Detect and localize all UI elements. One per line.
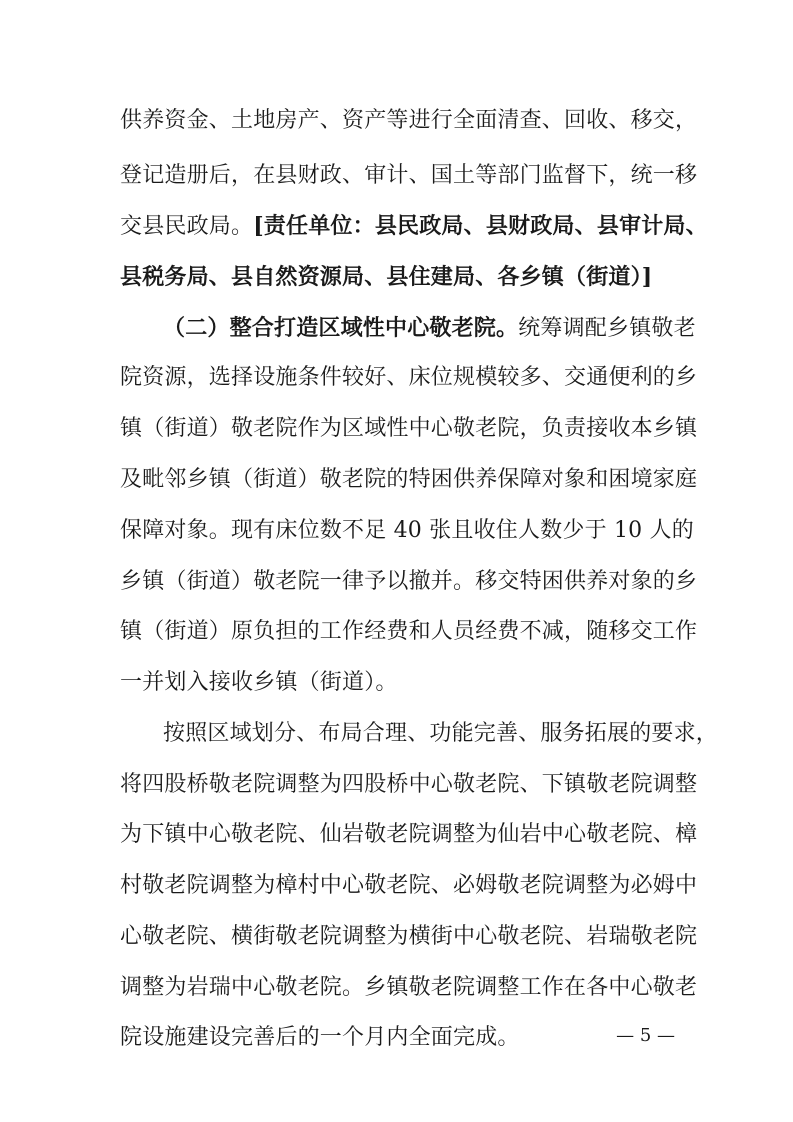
text: 乡镇（街道）敬老院一律予以撤并。移交特困供养对象的乡 (120, 569, 698, 594)
paragraph-2-line-6 (120, 567, 698, 597)
paragraph-2-line-8 (120, 668, 680, 698)
text: 心敬老院、横街敬老院调整为横街中心敬老院、岩瑞敬老院 (120, 924, 698, 949)
text: 及毗邻乡镇（街道）敬老院的特困供养保障对象和困境家庭 (120, 467, 698, 492)
paragraph-2-line-1 (163, 313, 696, 343)
text: 院资源，选择设施条件较好、床位规模较多、交通便利的乡 (120, 365, 698, 390)
text: 一并划入接收乡镇（街道）。 (120, 670, 398, 695)
text: 交县民政局。 (120, 214, 254, 239)
paragraph-3-line-2 (120, 770, 698, 800)
text: 统筹调配乡镇敬老 (518, 316, 696, 341)
paragraph-2-line-2 (120, 363, 698, 393)
paragraph-3-line-5 (120, 922, 698, 952)
text: 镇（街道）敬老院作为区域性中心敬老院，负责接收本乡镇 (120, 416, 698, 441)
text: 按照区域划分、布局合理、功能完善、服务拓展的要求， (163, 721, 719, 746)
paragraph-1-line-1 (120, 106, 698, 136)
text: 保障对象。现有床位数不足 40 张且收住人数少于 10 人的 (120, 518, 694, 543)
responsibility-note: 县税务局、县自然资源局、县住建局、各乡镇（街道）] (120, 264, 653, 290)
text: 镇（街道）原负担的工作经费和人员经费不减，随移交工作 (120, 619, 698, 644)
text: 供养资金、土地房产、资产等进行全面清查、回收、移交， (120, 108, 698, 133)
text: 调整为岩瑞中心敬老院。乡镇敬老院调整工作在各中心敬老 (120, 975, 698, 1000)
paragraph-2-line-5 (120, 516, 694, 546)
text: 院设施建设完善后的一个月内全面完成。 (120, 1025, 520, 1050)
paragraph-1-line-3 (120, 211, 708, 241)
paragraph-2-line-4 (120, 465, 698, 495)
paragraph-3-line-7 (120, 1023, 580, 1053)
paragraph-2-line-7 (120, 617, 698, 647)
text: 将四股桥敬老院调整为四股桥中心敬老院、下镇敬老院调整 (120, 772, 698, 797)
text: 登记造册后，在县财政、审计、国土等部门监督下，统一移 (120, 163, 698, 188)
paragraph-3-line-1 (163, 719, 719, 749)
paragraph-3-line-3 (120, 820, 698, 850)
page-number: — 5 — (616, 1025, 675, 1046)
responsibility-note: [责任单位：县民政局、县财政局、县审计局、 (253, 213, 708, 239)
section-heading: （二）整合打造区域性中心敬老院。 (163, 315, 519, 341)
text: 村敬老院调整为樟村中心敬老院、必姆敬老院调整为必姆中 (120, 873, 698, 898)
paragraph-3-line-6 (120, 973, 698, 1003)
paragraph-2-line-3 (120, 414, 698, 444)
text: 为下镇中心敬老院、仙岩敬老院调整为仙岩中心敬老院、樟 (120, 822, 698, 847)
paragraph-1-line-4 (120, 262, 680, 292)
paragraph-3-line-4 (120, 871, 698, 901)
paragraph-1-line-2 (120, 161, 698, 191)
